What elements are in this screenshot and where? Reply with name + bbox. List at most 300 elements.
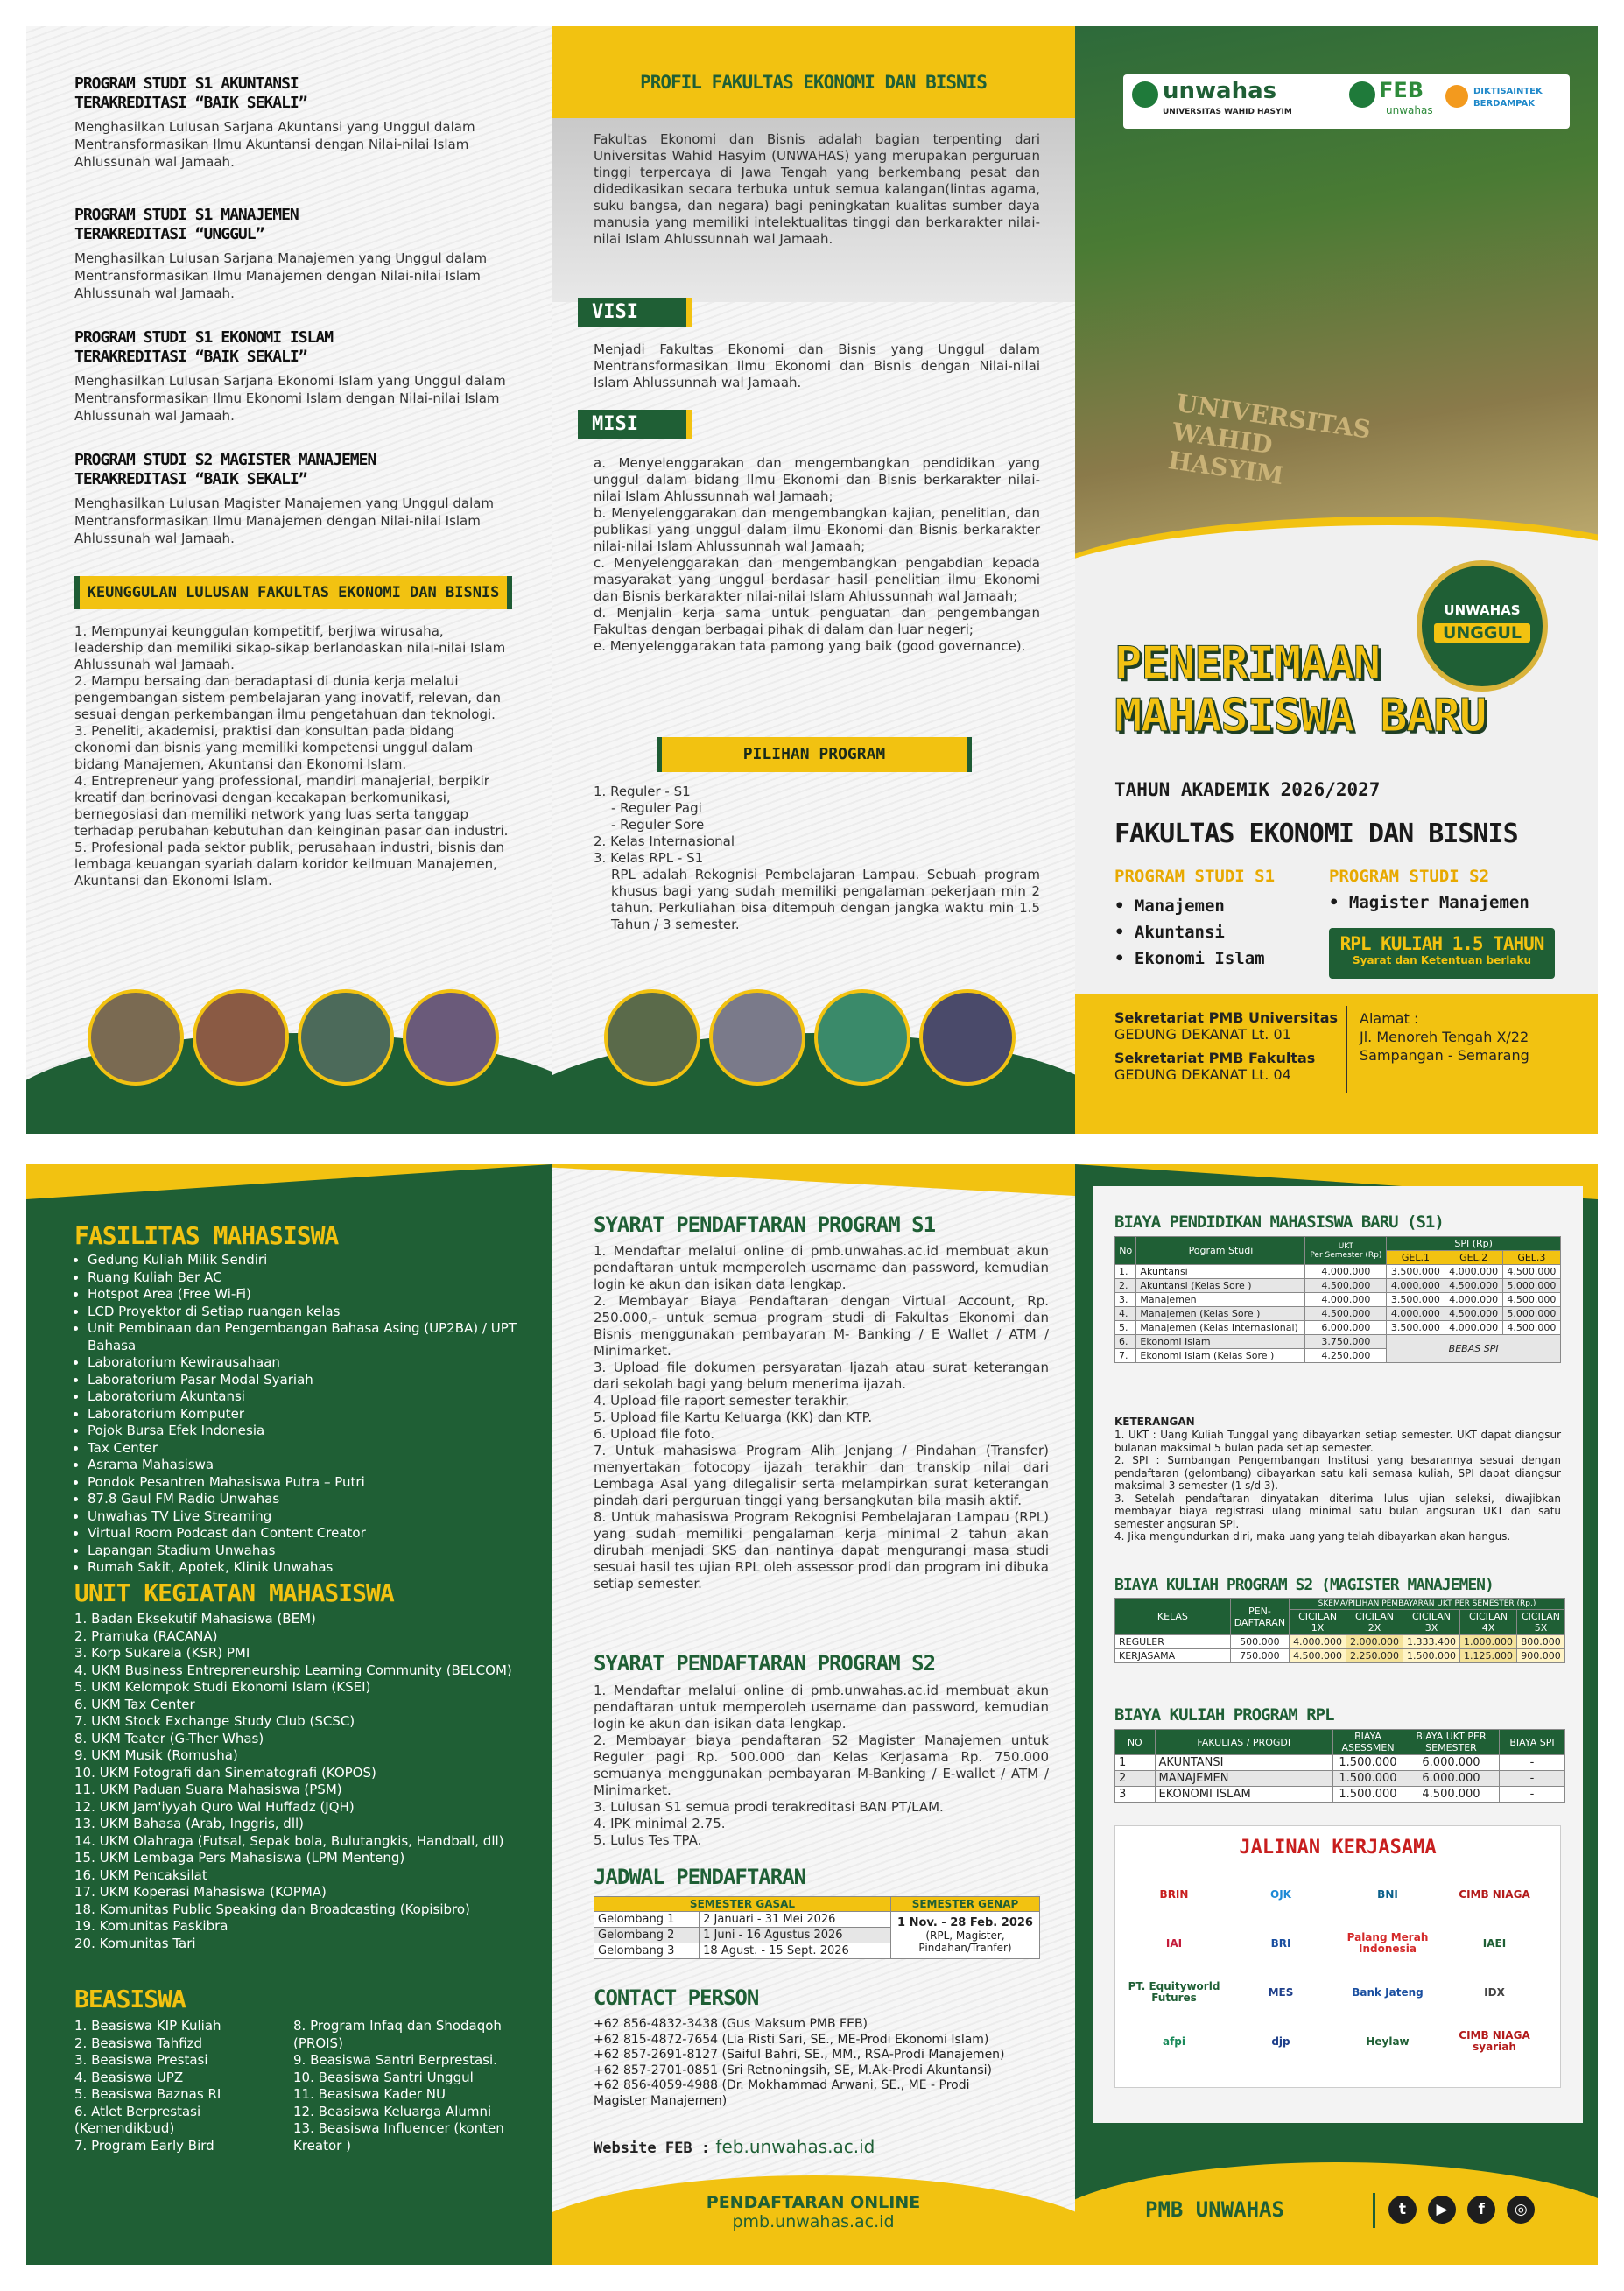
divider xyxy=(1346,1006,1347,1093)
contact-title: CONTACT PERSON xyxy=(594,1985,759,2010)
program-accreditation: TERAKREDITASI “UNGGUL” xyxy=(74,225,264,243)
table-cell: 4.500.000 xyxy=(1502,1293,1560,1307)
table-cell: - xyxy=(1500,1771,1565,1787)
table-cell: 1.333.400 xyxy=(1403,1635,1460,1649)
footer-brand: PMB UNWAHAS xyxy=(1145,2197,1284,2222)
table-cell: 6.000.000 xyxy=(1403,1755,1500,1771)
online-label: PENDAFTARAN ONLINE xyxy=(706,2193,921,2212)
partner-logo: IAEI xyxy=(1482,1936,1507,1950)
list-item: 10. UKM Fotografi dan Sinematografi (KOPOS) xyxy=(74,1764,376,1781)
col-spi: SPI (Rp) xyxy=(1387,1237,1561,1251)
gelombang-label: Gelombang 1 xyxy=(594,1912,700,1928)
list-item: 8. Program Infaq dan Shodaqoh xyxy=(293,2018,502,2034)
table-row xyxy=(1115,1307,1561,1321)
dikti-wordmark: DIKTISAINTEK xyxy=(1473,87,1543,96)
col-ukt: BIAYA UKT PER SEMESTER xyxy=(1403,1730,1500,1755)
keterangan-list xyxy=(1114,1429,1561,1543)
col-spi: BIAYA SPI xyxy=(1500,1730,1565,1755)
profil-title: PROFIL FAKULTAS EKONOMI DAN BISNIS xyxy=(640,72,987,93)
table-cell: 3.500.000 xyxy=(1387,1321,1445,1335)
pilihan-item: 1. Reguler - S1 xyxy=(594,784,691,799)
table-cell: Manajemen (Kelas Internasional) xyxy=(1136,1321,1305,1335)
misi-item: a. Menyelenggarakan dan mengembangkan pendidikan yang unggul dalam bidang Ilmu Ekonomi dan Bisnis berkarakter nilai-nilai Islam Ahlussunnah wal Jamaah; xyxy=(594,455,1040,504)
list-item: Magister Manajemen) xyxy=(594,2093,728,2108)
activity-photo xyxy=(88,989,184,1086)
table-cell: 2.250.000 xyxy=(1346,1649,1403,1663)
table-cell: 2. xyxy=(1115,1279,1136,1293)
list-item: 13. Beasiswa Influencer (konten xyxy=(293,2120,504,2136)
list-item: 3. Beasiswa Prestasi xyxy=(74,2052,208,2068)
badge-line2: UNGGUL xyxy=(1434,623,1530,643)
table-cell: 2 xyxy=(1115,1771,1156,1787)
program-accreditation: TERAKREDITASI “BAIK SEKALI” xyxy=(74,94,307,112)
program-title: PROGRAM STUDI S1 AKUNTANSI xyxy=(74,74,299,93)
table-row xyxy=(1115,1279,1561,1293)
list-item: 5. Upload file Kartu Keluarga (KK) dan KTP. xyxy=(594,1409,873,1425)
list-item: 5. UKM Kelompok Studi Ekonomi Islam (KSEI) xyxy=(74,1679,371,1695)
table-cell: 1.500.000 xyxy=(1333,1787,1403,1803)
table-cell: 1.500.000 xyxy=(1333,1755,1403,1771)
unwahas-subtitle: UNIVERSITAS WAHID HASYIM xyxy=(1163,108,1292,116)
list-item: 6. Upload file foto. xyxy=(594,1426,715,1442)
table-cell: 4.250.000 xyxy=(1305,1349,1387,1363)
sekretariat-2 xyxy=(1114,1050,1315,1083)
pilihan-item: 2. Kelas Internasional xyxy=(594,833,735,849)
alamat-line: Alamat : xyxy=(1360,1010,1419,1027)
list-item: • LCD Proyektor di Setiap ruangan kelas xyxy=(88,1304,543,1321)
list-item: 3. Lulusan S1 semua prodi terakreditasi BAN PT/LAM. xyxy=(594,1799,944,1815)
facebook-icon[interactable]: f xyxy=(1467,2196,1495,2224)
keunggulan-title: KEUNGGULAN LULUSAN FAKULTAS EKONOMI DAN BISNIS xyxy=(74,576,512,609)
list-item: 2. Beasiswa Tahfizd xyxy=(74,2034,203,2051)
syarat1-list xyxy=(594,1243,1049,1592)
table-cell: 6.000.000 xyxy=(1305,1321,1387,1335)
beasiswa-list-right xyxy=(293,2018,547,2154)
col-skema: SKEMA/PILIHAN PEMBAYARAN UKT PER SEMESTER (Rp.) xyxy=(1290,1599,1565,1610)
table-cell: Manajemen (Kelas Sore ) xyxy=(1136,1307,1305,1321)
list-item: 9. Beasiswa Santri Berprestasi. xyxy=(293,2052,497,2068)
table-cell: 800.000 xyxy=(1517,1635,1565,1649)
partner-logo: BRI xyxy=(1270,1936,1291,1950)
jadwal-head-gasal: SEMESTER GASAL xyxy=(594,1897,891,1912)
table-row xyxy=(1115,1771,1565,1787)
visi-text: Menjadi Fakultas Ekonomi dan Bisnis yang Unggul dalam Mentransformasikan Ilmu Ekonomi dan Bisnis dengan Nilai-nilai Islam Ahlussunnah wal Jamaah. xyxy=(594,341,1040,390)
program-accreditation: TERAKREDITASI “BAIK SEKALI” xyxy=(74,348,307,366)
list-item: 2. Membayar Biaya Pendaftaran dengan Virtual Account, Rp. 250.000,- untuk semua program studi di Fakultas Ekonomi dan Bisnis menggunakan pembayaran M- Banking / E Wallet / ATM / Minimarket. xyxy=(594,1293,1049,1359)
list-item: 3. Upload file dokumen persyaratan Ijazah atau surat keterangan dari sekolah bagi yang belum menerima ijazah. xyxy=(594,1360,1049,1392)
keunggulan-item: 1. Mempunyai keunggulan kompetitif, berjiwa wirusaha, leadership dan memiliki sikap-sikap berlandaskan nilai-nilai Islam Ahlussunah wal Jamaah. xyxy=(74,623,506,672)
list-item: 4. UKM Business Entrepreneurship Learning Community (BELCOM) xyxy=(74,1662,512,1678)
program-desc: Menghasilkan Lulusan Sarjana Manajemen yang Unggul dalam Mentransformasikan Ilmu Manajemen dengan Nilai-nilai Islam Ahlussunah wal Jamaah. xyxy=(74,250,488,301)
col-kelas: KELAS xyxy=(1115,1599,1231,1635)
activity-photo xyxy=(919,989,1016,1086)
genap-date: 1 Nov. - 28 Feb. 2026 xyxy=(897,1916,1033,1929)
badge-line1: UNWAHAS xyxy=(1444,602,1521,618)
table-cell: 4.500.000 xyxy=(1305,1307,1387,1321)
rpl-subtitle: Syarat dan Ketentuan berlaku xyxy=(1352,954,1532,966)
twitter-icon[interactable]: t xyxy=(1388,2196,1417,2224)
col-prodi: FAKULTAS / PROGDI xyxy=(1155,1730,1332,1755)
list-item: 8. UKM Teater (G-Ther Whas) xyxy=(74,1730,264,1746)
sekretariat-location: GEDUNG DEKANAT Lt. 04 xyxy=(1114,1066,1291,1083)
list-item: 7. Untuk mahasiswa Program Alih Jenjang / Pindahan (Transfer) menyertakan fotocopy ijazah terakhir dan transkip nilai dari Lembaga Asal yang dilegalisir serta melampirkan surat keterangan pindah dari perguruan tinggi yang bersangkutan bila masih aktif. xyxy=(594,1443,1049,1508)
panel-requirements xyxy=(552,1164,1075,2265)
feb-subtitle: unwahas xyxy=(1386,104,1433,116)
alamat-line: Jl. Menoreh Tengah X/22 xyxy=(1360,1029,1529,1045)
list-item: 4. Jika mengundurkan diri, maka uang yang telah dibayarkan akan hangus. xyxy=(1114,1530,1511,1543)
list-item: 1. Beasiswa KIP Kuliah xyxy=(74,2018,221,2034)
list-item: 18. Komunitas Public Speaking dan Broadcasting (Kopisibro) xyxy=(74,1901,470,1917)
col-cicilan5: CICILAN 5X xyxy=(1517,1610,1565,1635)
partner-logo: PT. Equityworld Futures xyxy=(1128,1980,1220,2004)
corner-decoration xyxy=(26,1164,552,1199)
list-item: 19. Komunitas Paskibra xyxy=(74,1918,228,1934)
fasilitas-title: FASILITAS MAHASISWA xyxy=(74,1221,339,1250)
beasiswa-list-left xyxy=(74,2018,285,2154)
list-item: +62 856-4059-4988 (Dr. Mokhammad Arwani, SE., ME - Prodi xyxy=(594,2078,970,2092)
s1-item: • Manajemen xyxy=(1114,896,1225,916)
list-item: • Ruang Kuliah Ber AC xyxy=(88,1269,543,1287)
table-cell: 4.000.000 xyxy=(1387,1307,1445,1321)
jadwal-title: JADWAL PENDAFTARAN xyxy=(594,1865,806,1889)
list-item: 1. Mendaftar melalui online di pmb.unwahas.ac.id membuat akun pendaftaran untuk memperoleh username dan password, kemudian login ke akun dan isikan data lengkap. xyxy=(594,1243,1049,1292)
table-cell: 4.000.000 xyxy=(1305,1293,1387,1307)
rpl-title: RPL KULIAH 1.5 TAHUN xyxy=(1339,933,1544,954)
list-item: 20. Komunitas Tari xyxy=(74,1935,196,1951)
partner-logo: CIMB NIAGA xyxy=(1459,1887,1530,1901)
biaya3-title: BIAYA KULIAH PROGRAM RPL xyxy=(1114,1705,1334,1725)
misi-item: b. Menyelenggarakan dan mengembangkan kajian, penelitian, dan publikasi yang unggul dalam ilmu Ekonomi dan Bisnis berkarakter nilai-nilai Islam Ahlussunnah wal Jamaah; xyxy=(594,505,1040,554)
table-cell: 4.500.000 xyxy=(1403,1787,1500,1803)
building-text: UNIVERSITAS WAHID HASYIM xyxy=(1166,388,1373,491)
panel-cover xyxy=(1075,26,1598,1134)
sekretariat-name: Sekretariat PMB Fakultas xyxy=(1114,1050,1316,1066)
sekretariat-1 xyxy=(1114,1009,1338,1043)
biaya3-table xyxy=(1114,1729,1565,1803)
online-link[interactable]: pmb.unwahas.ac.id xyxy=(732,2212,895,2231)
list-item: 3. Setelah pendaftaran dinyatakan diterima lulus ujian seleksi, diwajibkan membayar biaya registrasi ulang minimal satu bulan angsuran UKT dan satu semester angsuran SPI. xyxy=(1114,1492,1561,1530)
col-ukt xyxy=(1305,1237,1387,1265)
partner-logo: IDX xyxy=(1484,1985,1505,1999)
partner-logos xyxy=(1124,1874,1553,2062)
list-item: 4. IPK minimal 2.75. xyxy=(594,1816,726,1831)
list-item: 12. Beasiswa Keluarga Alumni xyxy=(293,2103,492,2119)
cover-title-line1: PENERIMAAN xyxy=(1114,637,1381,690)
tahun-akademik: TAHUN AKADEMIK 2026/2027 xyxy=(1114,779,1381,800)
list-item: 12. UKM Jam'iyyah Quro Wal Huffadz (JQH) xyxy=(74,1798,355,1815)
fasilitas-list xyxy=(88,1252,543,1577)
unggul-badge xyxy=(1417,560,1548,692)
s1-list xyxy=(1114,893,1265,972)
list-item: • Unit Pembinaan dan Pengembangan Bahasa Asing (UP2BA) / UPT Bahasa xyxy=(88,1320,543,1354)
table-cell: 2.000.000 xyxy=(1346,1635,1403,1649)
list-item: • Tax Center xyxy=(88,1440,543,1458)
list-item: • 87.8 Gaul FM Radio Unwahas xyxy=(88,1491,543,1508)
keunggulan-item: 3. Peneliti, akademisi, praktisi dan konsultan pada bidang ekonomi dan bisnis yang memiliki kompetensi unggul dalam bidang Manajemen, Akuntansi dan Ekonomi Islam. xyxy=(74,723,474,772)
unwahas-wordmark: unwahas xyxy=(1163,78,1277,104)
table-cell: 1.500.000 xyxy=(1333,1771,1403,1787)
table-row xyxy=(1115,1293,1561,1307)
genap-note: (RPL, Magister, Pindahan/Tranfer) xyxy=(918,1929,1012,1954)
biaya1-title: BIAYA PENDIDIKAN MAHASISWA BARU (S1) xyxy=(1114,1212,1444,1232)
list-item: • Unwahas TV Live Streaming xyxy=(88,1508,543,1526)
fakultas-name: FAKULTAS EKONOMI DAN BISNIS xyxy=(1114,819,1518,849)
pilihan-item: RPL adalah Rekognisi Pembelajaran Lampau. Sebuah program khusus bagi yang sudah memiliki pengalaman pekerjaan min 2 tahun. Perkuliahan bisa ditempuh dengan jangka waktu min 1.5 Tahun / 3 semester. xyxy=(611,867,1040,932)
partner-logo: BNI xyxy=(1377,1887,1398,1901)
table-cell: 5.000.000 xyxy=(1502,1279,1560,1293)
table-cell: Ekonomi Islam xyxy=(1136,1335,1305,1349)
table-cell: 5. xyxy=(1115,1321,1136,1335)
contact-list xyxy=(594,2017,1049,2109)
list-item: 5. Lulus Tes TPA. xyxy=(594,1832,702,1848)
table-cell: - xyxy=(1500,1787,1565,1803)
table-row xyxy=(1115,1335,1561,1349)
keunggulan-item: 4. Entrepreneur yang professional, mandiri manajerial, berpikir kreatif dan berinovasi dengan kecakapan berkomunikasi, bernegosiasi dan memiliki network yang luas serta tanggap terhadap perubahan kebutuhan dan keinginan pasar dan industri. xyxy=(74,773,509,839)
biaya2-title: BIAYA KULIAH PROGRAM S2 (MAGISTER MANAJEMEN) xyxy=(1114,1576,1494,1594)
col-cicilan3: CICILAN 3X xyxy=(1403,1610,1460,1635)
website-label: Website FEB : xyxy=(594,2140,711,2157)
panel-fees xyxy=(1075,1164,1598,2265)
pilihan-item: - Reguler Sore xyxy=(611,817,705,833)
program-desc: Menghasilkan Lulusan Sarjana Akuntansi yang Unggul dalam Mentransformasikan Ilmu Akuntansi dengan Nilai-nilai Islam Ahlussunah wal Jamaah. xyxy=(74,119,475,170)
misi-item: c. Menyelenggarakan dan mengembangkan pengabdian kepada masyarakat yang unggul berdasar hasil penelitian ilmu Ekonomi dan Bisnis berkarakter nilai-nilai Islam Ahlussunnah wal Jamaah; xyxy=(594,555,1040,604)
website-link[interactable]: feb.unwahas.ac.id xyxy=(715,2136,875,2157)
table-cell: Akuntansi (Kelas Sore ) xyxy=(1136,1279,1305,1293)
syarat2-title: SYARAT PENDAFTARAN PROGRAM S2 xyxy=(594,1651,936,1676)
table-cell: 4.000.000 xyxy=(1445,1321,1502,1335)
partner-logo: IAI xyxy=(1165,1936,1183,1950)
table-cell: 5.000.000 xyxy=(1502,1307,1560,1321)
cover-title-line2: MAHASISWA BARU xyxy=(1114,690,1487,742)
table-row xyxy=(1115,1649,1565,1663)
online-registration xyxy=(552,2193,1075,2231)
col-cicilan2: CICILAN 2X xyxy=(1346,1610,1403,1635)
table-cell: 3.500.000 xyxy=(1387,1293,1445,1307)
corner-decoration xyxy=(552,1164,1075,1196)
table-cell: 4. xyxy=(1115,1307,1136,1321)
dikti-subtitle: BERDAMPAK xyxy=(1473,99,1536,109)
misi-item: d. Menjalin kerja sama untuk penguatan dan pengembangan Fakultas dengan berbagai pihak di dalam dan luar negeri; xyxy=(594,605,1040,637)
dikti-logo-icon xyxy=(1445,85,1468,108)
table-cell: 6.000.000 xyxy=(1403,1771,1500,1787)
pilihan-item: 3. Kelas RPL - S1 xyxy=(594,850,704,866)
list-item: 10. Beasiswa Santri Unggul xyxy=(293,2069,474,2085)
misi-title: MISI xyxy=(578,410,692,439)
website-row xyxy=(594,2136,875,2157)
list-item: • Virtual Room Podcast dan Content Creator xyxy=(88,1525,543,1543)
partner-logo: BRIN xyxy=(1159,1887,1189,1901)
activity-photo xyxy=(604,989,700,1086)
list-item: 1. Mendaftar melalui online di pmb.unwahas.ac.id membuat akun pendaftaran untuk memperoleh username dan password, kemudian login ke akun dan isikan data lengkap. xyxy=(594,1683,1049,1732)
list-item: 2. SPI : Sumbangan Pengembangan Institusi yang besarannya sesuai dengan pendaftaran (gelombang) dibayarkan satu kali semasa kuliah, SPI dapat diangsur maksimal 3 semester (1 s/d 3). xyxy=(1114,1454,1561,1492)
panel-programs xyxy=(26,26,552,1134)
col-prodi: Pogram Studi xyxy=(1136,1237,1305,1265)
beasiswa-title: BEASISWA xyxy=(74,1985,186,2013)
table-cell: 3. xyxy=(1115,1293,1136,1307)
col-ukt-sub: Per Semester (Rp) xyxy=(1310,1250,1382,1260)
gelombang-date: 18 Agust. - 15 Sept. 2026 xyxy=(700,1943,891,1959)
table-cell: 1.500.000 xyxy=(1403,1649,1460,1663)
table-row xyxy=(1115,1755,1565,1771)
col-gel3: GEL.3 xyxy=(1502,1251,1560,1265)
table-cell: Akuntansi xyxy=(1136,1265,1305,1279)
pilihan-list xyxy=(594,784,1040,933)
sekretariat-location: GEDUNG DEKANAT Lt. 01 xyxy=(1114,1026,1291,1043)
table-cell: 3 xyxy=(1115,1787,1156,1803)
list-item: +62 857-2691-8127 (Saiful Bahri, SE., MM., RSA-Prodi Manajemen) xyxy=(594,2048,1005,2062)
brochure-outer-side xyxy=(26,26,1598,1134)
table-cell: 4.500.000 xyxy=(1502,1265,1560,1279)
list-item: Kreator ) xyxy=(293,2137,351,2154)
table-cell: 4.500.000 xyxy=(1502,1321,1560,1335)
list-item: (PROIS) xyxy=(293,2034,343,2051)
keunggulan-item: 2. Mampu bersaing dan beradaptasi di dunia kerja melalui pengembangan sistem pembelajaran yang inovatif, relevan, dan sesuai dengan perkembangan ilmu pengetahuan dan teknologi. xyxy=(74,673,502,722)
col-gel2: GEL.2 xyxy=(1445,1251,1502,1265)
jadwal-head-genap: SEMESTER GENAP xyxy=(891,1897,1040,1912)
ukm-title: UNIT KEGIATAN MAHASISWA xyxy=(74,1578,394,1607)
activity-photo xyxy=(814,989,910,1086)
keunggulan-list xyxy=(74,623,512,889)
table-cell: KERJASAMA xyxy=(1115,1649,1231,1663)
biaya1-table xyxy=(1114,1236,1561,1363)
unwahas-logo-icon xyxy=(1132,81,1158,108)
kerjasama-title: JALINAN KERJASAMA xyxy=(1239,1837,1437,1859)
table-cell: 4.000.000 xyxy=(1387,1279,1445,1293)
col-cicilan1: CICILAN 1X xyxy=(1290,1610,1346,1635)
list-item: 17. UKM Koperasi Mahasiswa (KOPMA) xyxy=(74,1884,327,1900)
program-manajemen xyxy=(74,206,512,302)
list-item: +62 857-2701-0851 (Sri Retnoningsih, SE, M.Ak-Prodi Akuntansi) xyxy=(594,2063,993,2077)
partner-logo: afpi xyxy=(1162,2034,1186,2048)
gelombang-date: 2 Januari - 31 Mei 2026 xyxy=(700,1912,891,1928)
list-item: • Pondok Pesantren Mahasiswa Putra – Putri xyxy=(88,1474,543,1492)
program-desc: Menghasilkan Lulusan Magister Manajemen yang Unggul dalam Mentransformasikan Ilmu Manajemen dengan Nilai-nilai Islam Ahlussunah wal Jamaah. xyxy=(74,495,495,546)
alamat xyxy=(1360,1009,1529,1065)
list-item: 1. Badan Eksekutif Mahasiswa (BEM) xyxy=(74,1611,316,1627)
biaya2-table xyxy=(1114,1598,1565,1663)
ukm-list xyxy=(74,1611,543,1952)
col-ukt-label: UKT xyxy=(1338,1241,1354,1251)
divider xyxy=(1373,2193,1375,2228)
list-item: • Laboratorium Komputer xyxy=(88,1406,543,1423)
table-cell: Ekonomi Islam (Kelas Sore ) xyxy=(1136,1349,1305,1363)
table-cell: 4.500.000 xyxy=(1290,1649,1346,1663)
social-icons xyxy=(1381,2196,1535,2224)
list-item: 8. Untuk mahasiswa Program Rekognisi Pembelajaran Lampau (RPL) yang sudah memiliki pengalaman kerja minimal 2 tahun akan dirubah menjadi SKS dan nantinya dapat mengurangi masa studi sesuai hasil tes ujian RPL oleh assessor prodi dan program ini dibuka setiap semester. xyxy=(594,1509,1049,1592)
list-item: • Asrama Mahasiswa xyxy=(88,1457,543,1474)
table-cell: 6. xyxy=(1115,1335,1136,1349)
table-cell: 7. xyxy=(1115,1349,1136,1363)
list-item: • Laboratorium Pasar Modal Syariah xyxy=(88,1372,543,1389)
program-title: PROGRAM STUDI S1 MANAJEMEN xyxy=(74,206,299,224)
alamat-line: Sampangan - Semarang xyxy=(1360,1047,1529,1064)
table-cell: 4.500.000 xyxy=(1445,1279,1502,1293)
youtube-icon[interactable]: ▶ xyxy=(1428,2196,1456,2224)
contact-footer xyxy=(1075,994,1598,1134)
partner-logo: Heylaw xyxy=(1366,2034,1410,2048)
instagram-icon[interactable]: ◎ xyxy=(1507,2196,1535,2224)
table-cell: 1 xyxy=(1115,1755,1156,1771)
feb-logo-icon xyxy=(1349,81,1375,108)
partner-logo: MES xyxy=(1268,1985,1294,1999)
list-item: 1. UKT : Uang Kuliah Tunggal yang dibayarkan setiap semester. UKT dapat diangsur bulanan maksimal 5 bulan pada setiap semester. xyxy=(1114,1429,1561,1454)
list-item: • Laboratorium Kewirausahaan xyxy=(88,1354,543,1372)
program-title: PROGRAM STUDI S2 MAGISTER MANAJEMEN xyxy=(74,451,376,469)
table-row xyxy=(1115,1321,1561,1335)
table-cell: 4.500.000 xyxy=(1445,1307,1502,1321)
table-cell: 1.000.000 xyxy=(1460,1635,1517,1649)
table-cell: 3.750.000 xyxy=(1305,1335,1387,1349)
gelombang-label: Gelombang 2 xyxy=(594,1928,700,1943)
list-item: 6. Atlet Berprestasi xyxy=(74,2103,201,2119)
list-item: • Laboratorium Akuntansi xyxy=(88,1388,543,1406)
syarat1-title: SYARAT PENDAFTARAN PROGRAM S1 xyxy=(594,1212,936,1237)
partner-logo: OJK xyxy=(1270,1887,1291,1901)
partner-logo: Bank Jateng xyxy=(1352,1985,1424,1999)
col-cicilan4: CICILAN 4X xyxy=(1460,1610,1517,1635)
partner-logo: djp xyxy=(1271,2034,1290,2048)
table-cell: 4.000.000 xyxy=(1445,1265,1502,1279)
table-cell: AKUNTANSI xyxy=(1155,1755,1332,1771)
list-item: 4. Beasiswa UPZ xyxy=(74,2069,184,2085)
list-item: 2. Pramuka (RACANA) xyxy=(74,1627,218,1644)
list-item: 15. UKM Lembaga Pers Mahasiswa (LPM Menteng) xyxy=(74,1850,405,1866)
table-cell: 4.000.000 xyxy=(1290,1635,1346,1649)
list-item: 7. Program Early Bird xyxy=(74,2137,214,2154)
list-item: (Kemendikbud) xyxy=(74,2120,175,2136)
activity-photo xyxy=(403,989,499,1086)
pilihan-title: PILIHAN PROGRAM xyxy=(657,737,972,772)
misi-list xyxy=(594,455,1040,655)
table-cell: 4.000.000 xyxy=(1445,1293,1502,1307)
activity-photo xyxy=(709,989,805,1086)
list-item: 5. Beasiswa Baznas RI xyxy=(74,2086,221,2102)
col-no: No xyxy=(1115,1237,1136,1265)
partner-logo: CIMB NIAGA syariah xyxy=(1459,2029,1530,2053)
list-item: 6. UKM Tax Center xyxy=(74,1696,195,1712)
table-cell: 4.500.000 xyxy=(1305,1279,1387,1293)
table-row xyxy=(1115,1787,1565,1803)
feb-wordmark: FEB xyxy=(1379,78,1424,102)
partner-logo: Palang Merah Indonesia xyxy=(1346,1931,1429,1955)
program-ekonomi-islam xyxy=(74,328,512,425)
table-cell: - xyxy=(1500,1755,1565,1771)
gelombang-label: Gelombang 3 xyxy=(594,1943,700,1959)
kerjasama-box xyxy=(1114,1825,1561,2088)
s2-item: • Magister Manajemen xyxy=(1329,893,1529,912)
jadwal-table xyxy=(594,1896,1040,1959)
list-item: 7. UKM Stock Exchange Study Club (SCSC) xyxy=(74,1713,355,1729)
panel-facilities xyxy=(26,1164,552,2265)
col-gel1: GEL.1 xyxy=(1387,1251,1445,1265)
misi-item: e. Menyelenggarakan tata pamong yang baik (good governance). xyxy=(594,638,1026,654)
logo-bar xyxy=(1123,74,1570,129)
brochure-inner-side xyxy=(26,1164,1598,2265)
keterangan-title: KETERANGAN xyxy=(1114,1416,1195,1428)
col-no: NO xyxy=(1115,1730,1156,1755)
list-item: +62 856-4832-3438 (Gus Maksum PMB FEB) xyxy=(594,2017,868,2031)
rpl-box xyxy=(1329,928,1555,979)
table-cell: EKONOMI ISLAM xyxy=(1155,1787,1332,1803)
list-item: • Rumah Sakit, Apotek, Klinik Unwahas xyxy=(88,1559,543,1577)
program-accreditation: TERAKREDITASI “BAIK SEKALI” xyxy=(74,470,307,488)
syarat2-list xyxy=(594,1683,1049,1849)
keunggulan-item: 5. Profesional pada sektor publik, perusahaan industri, bisnis dan lembaga keuangan syariah dalam koridor keilmuan Manajemen, Akuntansi dan Ekonomi Islam. xyxy=(74,840,505,889)
list-item: 13. UKM Bahasa (Arab, Inggris, dll) xyxy=(74,1816,305,1831)
table-cell: 750.000 xyxy=(1230,1649,1289,1663)
activity-photo xyxy=(298,989,394,1086)
s1-item: • Akuntansi xyxy=(1114,923,1225,942)
